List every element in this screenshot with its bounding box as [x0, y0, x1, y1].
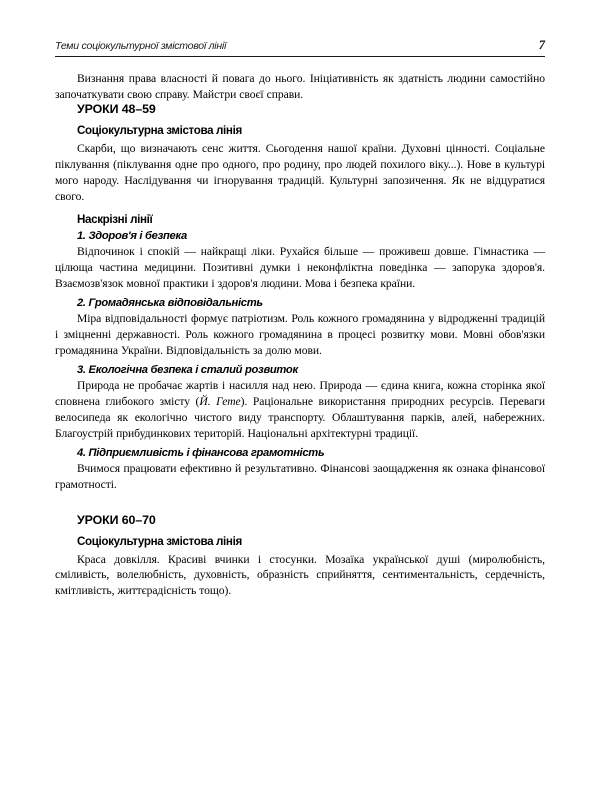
citation-author: Й. Гете — [199, 395, 241, 409]
page-number: 7 — [538, 38, 545, 52]
cross-line-heading-health-safety: 1. Здоров'я і безпека — [77, 230, 187, 243]
ecology-text-after-citation: ). Раціональне використання природних ресурсів. Переваги велосипеда як екологічно чистого виду транспорту. Облаштування парків, алей, набережних. Благоустрій прибудинкових територій. Національні архітектурні традиції. — [55, 395, 546, 440]
cross-line-heading-entrepreneurship: 4. Підприємливість і фінансова грамотність — [77, 447, 325, 460]
cross-line-text-health-safety: Відпочинок і спокій — найкращі ліки. Рухайся більше — проживеш довше. Гімнастика — цілюща частина медицини. Позитивні думки і неконфліктна поведінка — запорука здоров'я. Взаємозв'язок мовної практики і здоров'я людини. Мова і безпека країни. — [55, 245, 545, 290]
section-text-sociocultural-2: Краса довкілля. Красиві вчинки і стосунки. Мозаїка української душі (миролюбність, сміливість, волелюбність, духовність, образність сприйняття, сентиментальність, сердечність, кмітливість, життєрадісність тощо). — [55, 552, 545, 598]
running-head-title: Теми соціокультурної змістової лінії — [55, 40, 227, 52]
intro-paragraph: Визнання права власності й повага до нього. Ініціативність як здатність людини самостійно започаткувати свою справу. Майстри своєї справи. — [55, 72, 545, 101]
block-spacer — [55, 493, 545, 513]
cross-line-text-entrepreneurship: Вчимося працювати ефективно й результативно. Фінансові заощадження як ознака фінансової грамотності. — [55, 462, 545, 491]
cross-line-text-civic-responsibility: Міра відповідальності формує патріотизм. Роль кожного громадянина у відродженні традицій і зміцненні державності. Роль кожного громадянина в процесі розвитку мови. Мовні обов'язки громадянина України. Відповідальність за долю мови. — [55, 312, 545, 357]
cross-lines-heading: Наскрізні лінії — [77, 213, 153, 227]
running-head — [55, 38, 545, 57]
section-heading-sociocultural-1: Соціокультурна змістова лінія — [77, 124, 242, 138]
lesson-heading-48-59: УРОКИ 48–59 — [77, 102, 156, 117]
section-heading-sociocultural-2: Соціокультурна змістова лінія — [77, 534, 242, 548]
lesson-heading-60-70: УРОКИ 60–70 — [77, 512, 156, 527]
cross-line-heading-civic-responsibility: 2. Громадянська відповідальність — [77, 297, 263, 310]
cross-line-heading-ecology: 3. Екологічна безпека і сталий розвиток — [77, 364, 298, 377]
ecology-text-before-citation: Природа не пробачає жартів і насилля над нею. Природа — єдина книга, кожна сторінка якої сповнена глибокого змісту ( — [55, 379, 545, 409]
cross-line-text-ecology — [55, 378, 545, 441]
section-text-sociocultural-1: Скарби, що визначають сенс життя. Сьогодення нашої країни. Духовні цінності. Соціальне піклування (піклування одне про одного, про родину, про людей похилого віку...). Нове в культурі мого народу. Наслідування чи ігнорування традицій. Культурні запозичення. Як не відцуратися свого. — [55, 142, 545, 203]
